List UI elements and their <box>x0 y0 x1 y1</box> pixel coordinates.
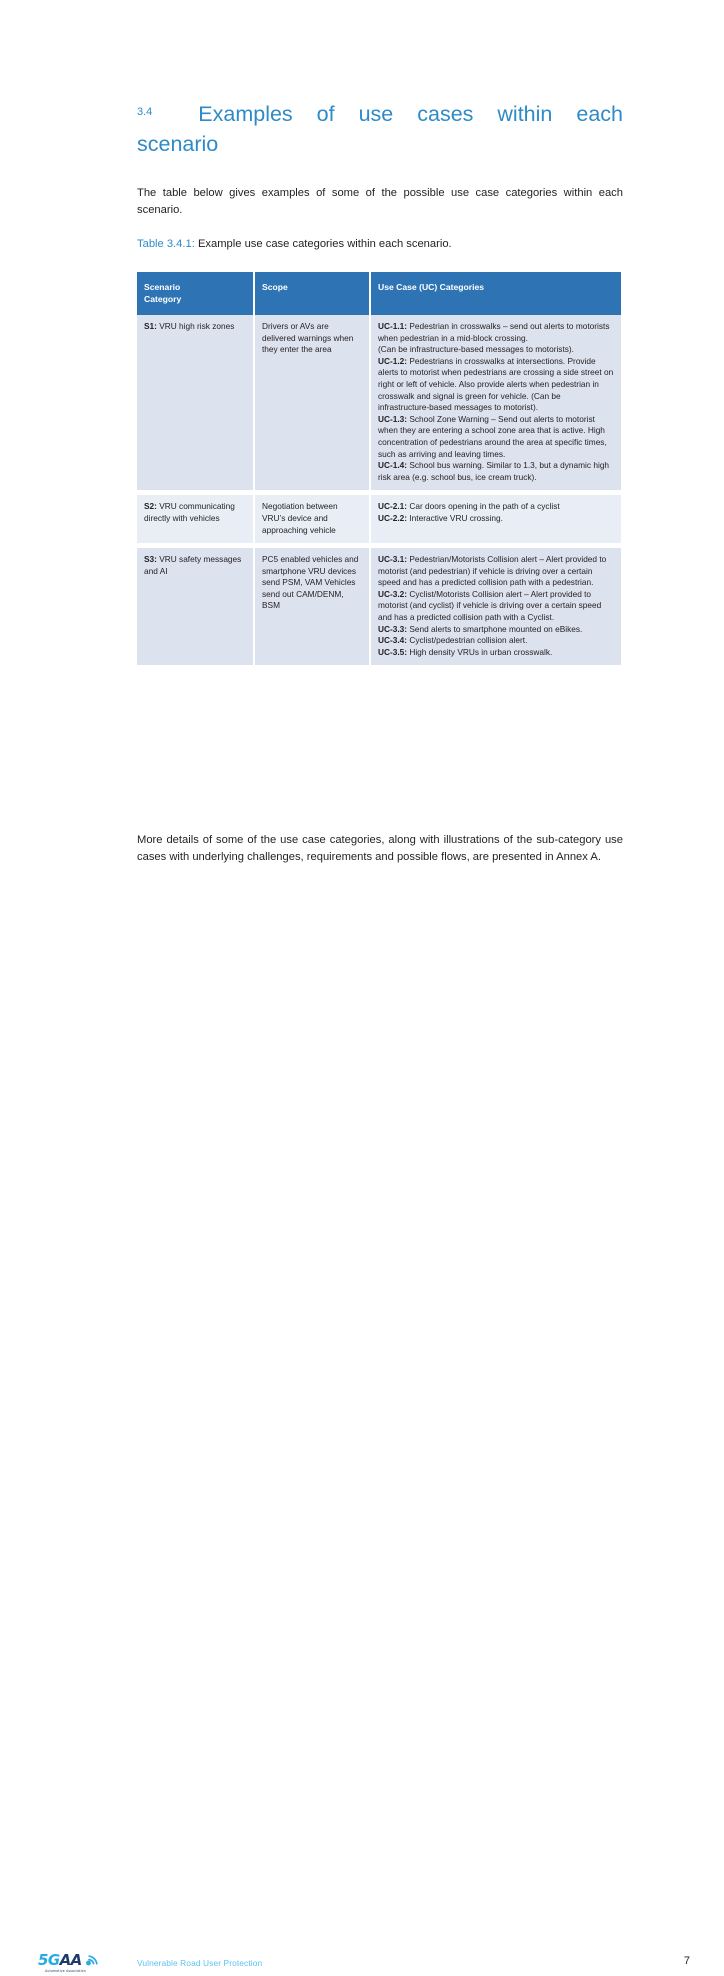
uc-text: Pedestrians in crosswalks at intersections. Provide alerts to motorist when pedestrians are crossing a side street on right or left of vehicle. Also provide alerts when pedestrian in crosswalk and signal is green for vehicle. (Can be infrastructure-based messages to motorist). <box>378 355 614 413</box>
uc-id: UC-3.1: <box>378 554 408 565</box>
table-body <box>137 315 621 665</box>
outro-paragraph: More details of some of the use case categories, along with illustrations of the sub-category use cases with underlying challenges, requirements and possible flows, are presented in Annex A. <box>137 834 623 863</box>
uc-id: UC-1.3: <box>378 413 408 424</box>
uc-id: UC-3.5: <box>378 646 408 657</box>
use-case-item <box>378 501 614 513</box>
heading-line-2: scenario <box>137 132 219 156</box>
uc-text: (Can be infrastructure-based messages to motorists). <box>378 344 574 355</box>
logo-aa-text: AA <box>59 1951 82 1969</box>
scenario-id-s3: S3: <box>144 554 157 565</box>
cell-use-cases-s1 <box>371 315 621 495</box>
use-case-item <box>378 414 614 460</box>
use-case-item <box>378 624 614 636</box>
cell-scope-s1: Drivers or AVs are delivered warnings when they enter the area <box>255 315 371 495</box>
uc-text: School bus warning. Similar to 1.3, but a dynamic high risk area (e.g. school bus, ice cream truck). <box>378 460 610 482</box>
uc-text: High density VRUs in urban crosswalk. <box>407 646 553 657</box>
column-header-use-case-categories: Use Case (UC) Categories <box>371 272 621 315</box>
table-caption-text: Example use case categories within each scenario. <box>194 238 452 250</box>
uc-text: Send alerts to smartphone mounted on eBikes. <box>407 623 583 634</box>
uc-text: Pedestrian in crosswalks – send out alerts to motorists when pedestrian in a mid-block crossing. <box>378 321 610 343</box>
heading-word-5: within <box>497 102 553 126</box>
uc-text: Cyclist/Motorists Collision alert – Alert provided to motorist (and cyclist) if vehicle is driving over a certain speed and has a predicted collision path with a Cyclist. <box>378 588 602 623</box>
column-header-scope: Scope <box>255 272 371 315</box>
header-scenario-line2: Category <box>144 294 182 304</box>
page-footer <box>0 975 724 1973</box>
cell-scenario-s2 <box>137 495 255 548</box>
footer-document-title: Vulnerable Road User Protection <box>137 1958 263 1968</box>
heading-word-2: of <box>316 102 335 126</box>
scenario-id-s1: S1: <box>144 321 157 331</box>
use-case-item <box>378 356 614 414</box>
use-case-item <box>378 554 614 589</box>
uc-id: UC-3.2: <box>378 588 408 599</box>
uc-id: UC-1.4: <box>378 460 408 471</box>
use-case-table <box>137 272 621 665</box>
use-case-item <box>378 513 614 525</box>
scenario-text-s1: VRU high risk zones <box>156 321 235 331</box>
scenario-text-s3: VRU safety messages and AI <box>144 554 242 576</box>
use-case-item <box>378 460 614 483</box>
cell-use-cases-s3 <box>371 548 621 665</box>
header-scenario-line1: Scenario <box>144 282 181 292</box>
cell-scope-s2: Negotiation between VRU’s device and approaching vehicle <box>255 495 371 548</box>
table-header <box>137 272 621 315</box>
use-case-item <box>378 647 614 659</box>
intro-paragraph: The table below gives examples of some of the possible use case categories within each scenario. <box>137 187 623 216</box>
cell-scenario-s1 <box>137 315 255 495</box>
table-caption-label: Table 3.4.1: <box>137 238 195 250</box>
uc-text: Interactive VRU crossing. <box>407 512 503 523</box>
use-case-item <box>378 589 614 624</box>
scenario-text-s2: VRU communicating directly with vehicles <box>144 501 235 523</box>
table-caption <box>137 236 623 252</box>
heading-word-3: use <box>358 102 394 126</box>
cell-scenario-s3 <box>137 548 255 665</box>
use-case-item <box>378 344 614 356</box>
uc-text: School Zone Warning – Send out alerts to motorist when they are entering a school zone area that is active. High concentration of pedestrians around the area at specific times, such as arriving and leaving times. <box>378 413 607 459</box>
uc-id: UC-2.1: <box>378 501 408 512</box>
table-header-row <box>137 272 621 315</box>
use-case-item <box>378 635 614 647</box>
logo-5g-text: 5G <box>38 1951 60 1969</box>
section-number: 3.4 <box>137 106 153 118</box>
page-number: 7 <box>683 1955 690 1967</box>
heading-word-6: each <box>576 102 623 126</box>
uc-text: Cyclist/pedestrian collision alert. <box>407 635 528 646</box>
section-heading <box>137 97 623 159</box>
table-row <box>137 495 621 548</box>
cell-scope-s3: PC5 enabled vehicles and smartphone VRU devices send PSM, VAM Vehicles send out CAM/DENM, BSM <box>255 548 371 665</box>
uc-id: UC-1.2: <box>378 355 408 366</box>
column-header-scenario-category <box>137 272 255 315</box>
use-case-item <box>378 321 614 344</box>
table-row <box>137 315 621 495</box>
heading-word-4: cases <box>417 102 474 126</box>
table-row <box>137 548 621 665</box>
logo-subtitle: Automotive Association <box>45 1969 86 1973</box>
uc-text: Pedestrian/Motorists Collision alert – Alert provided to motorist (and pedestrian) if vehicle is driving over a certain speed and has a predicted collision path with a pedestrian. <box>378 554 607 588</box>
uc-text: Car doors opening in the path of a cyclist <box>407 501 560 512</box>
heading-word-1: Examples <box>198 102 293 126</box>
cell-use-cases-s2 <box>371 495 621 548</box>
scenario-id-s2: S2: <box>144 501 157 512</box>
uc-id: UC-3.3: <box>378 623 408 634</box>
uc-id: UC-2.2: <box>378 512 408 523</box>
uc-id: UC-1.1: <box>378 321 408 331</box>
uc-id: UC-3.4: <box>378 635 408 646</box>
heading-line-1 <box>137 97 623 129</box>
